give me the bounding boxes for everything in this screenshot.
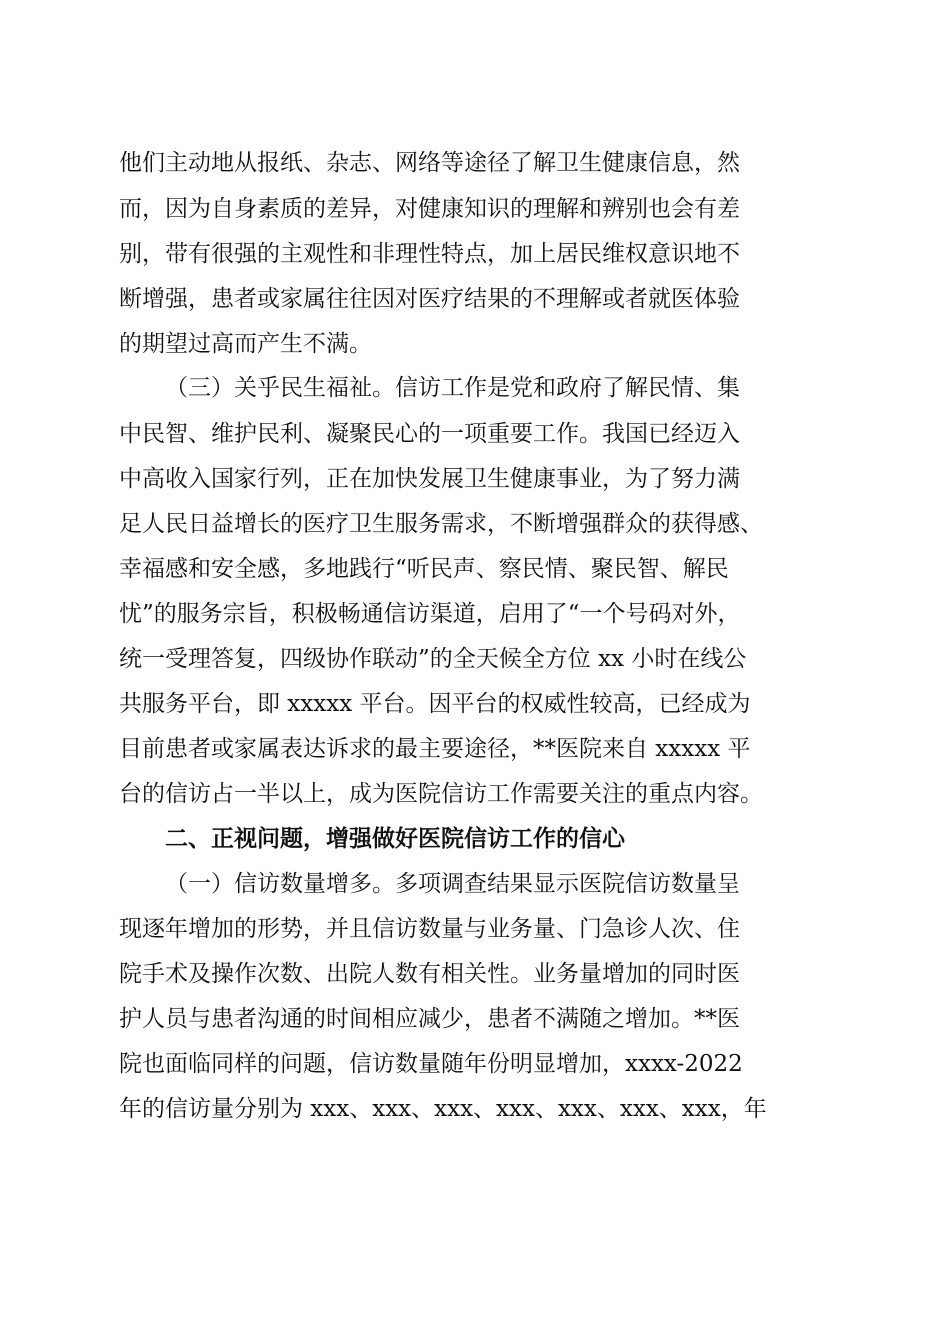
paragraph-line-11: 忧”的服务宗旨，积极畅通信访渠道，启用了“一个号码对外， — [119, 601, 741, 627]
paragraph-line-14: 目前患者或家属表达诉求的最主要途径，**医院来自 xxxxx 平 — [119, 736, 751, 762]
paragraph-line-18: 现逐年增加的形势，并且信访数量与业务量、门急诊人次、住 — [119, 916, 740, 942]
paragraph-line-21: 院也面临同样的问题，信访数量随年份明显增加，xxxx-2022 — [119, 1051, 743, 1077]
paragraph-line-19: 院手术及操作次数、出院人数有相关性。业务量增加的同时医 — [119, 961, 740, 987]
paragraph-line-20: 护人员与患者沟通的时间相应减少，患者不满随之增加。**医 — [119, 1006, 740, 1032]
section-three-first-line: （三）关乎民生福祉。信访工作是党和政府了解民情、集 — [165, 375, 740, 401]
paragraph-line-9: 足人民日益增长的医疗卫生服务需求，不断增强群众的获得感、 — [119, 511, 763, 537]
paragraph-line-8: 中高收入国家行列，正在加快发展卫生健康事业，为了努力满 — [119, 466, 740, 492]
paragraph-line-10: 幸福感和安全感，多地践行“听民声、察民情、聚民智、解民 — [119, 556, 729, 582]
paragraph-line-2: 而，因为自身素质的差异，对健康知识的理解和辨别也会有差 — [119, 196, 740, 222]
paragraph-line-22: 年的信访量分别为 xxx、xxx、xxx、xxx、xxx、xxx、xxx，年 — [119, 1096, 767, 1122]
paragraph-line-12: 统一受理答复，四级协作联动”的全天候全方位 xx 小时在线公 — [119, 646, 747, 672]
paragraph-line-15: 台的信访占一半以上，成为医院信访工作需要关注的重点内容。 — [119, 781, 763, 807]
subsection-one-first-line: （一）信访数量增多。多项调查结果显示医院信访数量呈 — [165, 871, 740, 897]
section-heading-two: 二、正视问题，增强做好医院信访工作的信心 — [165, 826, 625, 852]
paragraph-line-5: 的期望过高而产生不满。 — [119, 331, 372, 357]
paragraph-line-4: 断增强，患者或家属往往因对医疗结果的不理解或者就医体验 — [119, 286, 740, 312]
paragraph-line-7: 中民智、维护民利、凝聚民心的一项重要工作。我国已经迈入 — [119, 421, 740, 447]
paragraph-line-3: 别，带有很强的主观性和非理性特点，加上居民维权意识地不 — [119, 241, 740, 267]
paragraph-line-13: 共服务平台，即 xxxxx 平台。因平台的权威性较高，已经成为 — [119, 691, 751, 717]
paragraph-line-1: 他们主动地从报纸、杂志、网络等途径了解卫生健康信息，然 — [119, 150, 740, 176]
